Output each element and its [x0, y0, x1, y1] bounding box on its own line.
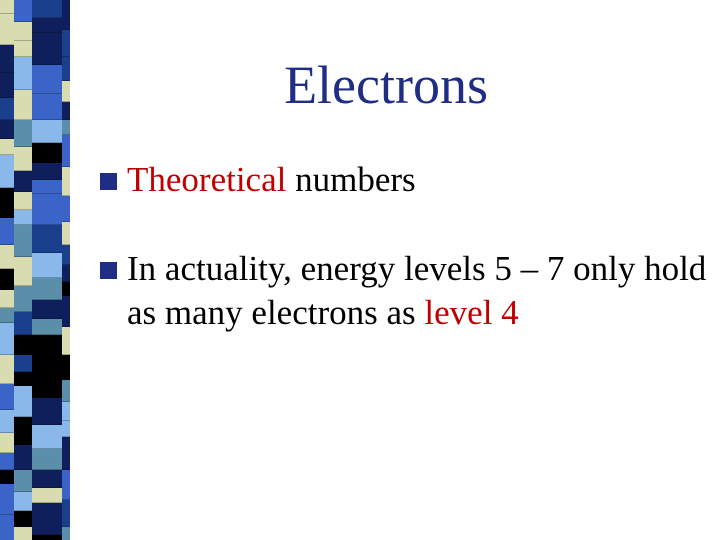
strip-block [32, 65, 62, 94]
strip-block [62, 527, 70, 540]
strip-block [0, 453, 14, 470]
strip-block [0, 0, 14, 14]
strip-block [62, 470, 70, 500]
strip-block [62, 30, 70, 57]
strip-column [0, 0, 14, 540]
strip-block [32, 319, 62, 335]
strip-block [14, 445, 32, 470]
decorative-side-strip [0, 0, 80, 540]
strip-block [62, 0, 70, 30]
strip-block [32, 143, 62, 163]
strip-block [32, 300, 62, 319]
strip-block [14, 171, 32, 192]
strip-block [62, 102, 70, 120]
strip-block [0, 218, 14, 245]
strip-block [62, 402, 70, 421]
strip-block [0, 323, 14, 355]
slide-title: Electrons [284, 55, 488, 115]
strip-block [14, 0, 32, 22]
strip-block [62, 167, 70, 196]
strip-block [0, 410, 14, 433]
strip-block [14, 527, 32, 540]
strip-block [32, 225, 62, 253]
strip-block [14, 355, 32, 372]
strip-block [32, 0, 62, 18]
bullet-accent-text: level 4 [424, 293, 519, 332]
strip-block [0, 269, 14, 290]
strip-block [32, 470, 62, 488]
strip-block [14, 511, 32, 527]
strip-block [32, 503, 62, 535]
square-bullet-icon [100, 262, 117, 279]
strip-block [62, 222, 70, 245]
strip-block [0, 433, 14, 453]
strip-block [32, 535, 62, 540]
strip-block [32, 449, 62, 470]
strip-block [0, 245, 14, 269]
strip-block [0, 155, 14, 188]
strip-block [62, 81, 70, 102]
strip-block [14, 492, 32, 511]
strip-block [14, 57, 32, 90]
strip-block [32, 398, 62, 425]
strip-block [0, 45, 14, 73]
strip-column [62, 0, 70, 540]
strip-block [14, 372, 32, 386]
strip-block [32, 94, 62, 120]
strip-block [14, 335, 32, 355]
strip-block [32, 180, 62, 194]
strip-block [62, 380, 70, 402]
strip-block [14, 470, 32, 492]
strip-block [0, 515, 14, 540]
bullet-item-actuality [100, 247, 710, 335]
strip-block [14, 90, 32, 120]
strip-block [62, 355, 70, 380]
bullet-list [100, 158, 710, 335]
strip-block [0, 139, 14, 155]
strip-block [32, 194, 62, 225]
strip-block [0, 14, 14, 45]
strip-block [14, 257, 32, 286]
strip-block [62, 327, 70, 355]
strip-block [32, 120, 62, 143]
bullet-accent-text: Theoretical [127, 160, 287, 199]
bullet-text: In actuality, energy levels 5 – 7 only hold as many electrons as [127, 249, 707, 332]
strip-block [62, 265, 70, 282]
strip-block [0, 98, 14, 120]
strip-block [32, 425, 62, 449]
strip-block [0, 308, 14, 323]
strip-block [32, 278, 62, 300]
bullet-item-theoretical [100, 158, 710, 202]
strip-block [32, 33, 62, 65]
strip-block [0, 355, 14, 384]
strip-block [0, 384, 14, 410]
strip-block [62, 135, 70, 167]
strip-block [0, 470, 14, 484]
strip-block [62, 296, 70, 327]
strip-block [14, 192, 32, 210]
strip-block [14, 225, 32, 257]
strip-block [62, 245, 70, 265]
strip-block [62, 57, 70, 81]
strip-block [0, 290, 14, 308]
strip-block [14, 22, 32, 41]
strip-block [62, 500, 70, 527]
strip-block [0, 188, 14, 218]
strip-block [62, 282, 70, 296]
strip-column [14, 0, 32, 540]
strip-block [62, 120, 70, 135]
strip-block [14, 286, 32, 312]
strip-block [14, 417, 32, 445]
strip-block [14, 386, 32, 417]
strip-block [0, 484, 14, 515]
strip-block [62, 196, 70, 222]
strip-block [14, 210, 32, 225]
strip-block [14, 147, 32, 171]
strip-block [14, 120, 32, 147]
strip-block [32, 335, 62, 368]
strip-block [32, 253, 62, 278]
strip-column [32, 0, 62, 540]
square-bullet-icon [100, 173, 117, 190]
strip-block [32, 368, 62, 398]
strip-block [62, 437, 70, 470]
strip-block [14, 41, 32, 57]
strip-block [62, 421, 70, 437]
strip-block [32, 163, 62, 180]
strip-block [32, 18, 62, 33]
strip-block [14, 312, 32, 335]
bullet-text: numbers [286, 160, 416, 199]
strip-block [0, 73, 14, 98]
strip-block [0, 120, 14, 139]
strip-block [32, 488, 62, 503]
